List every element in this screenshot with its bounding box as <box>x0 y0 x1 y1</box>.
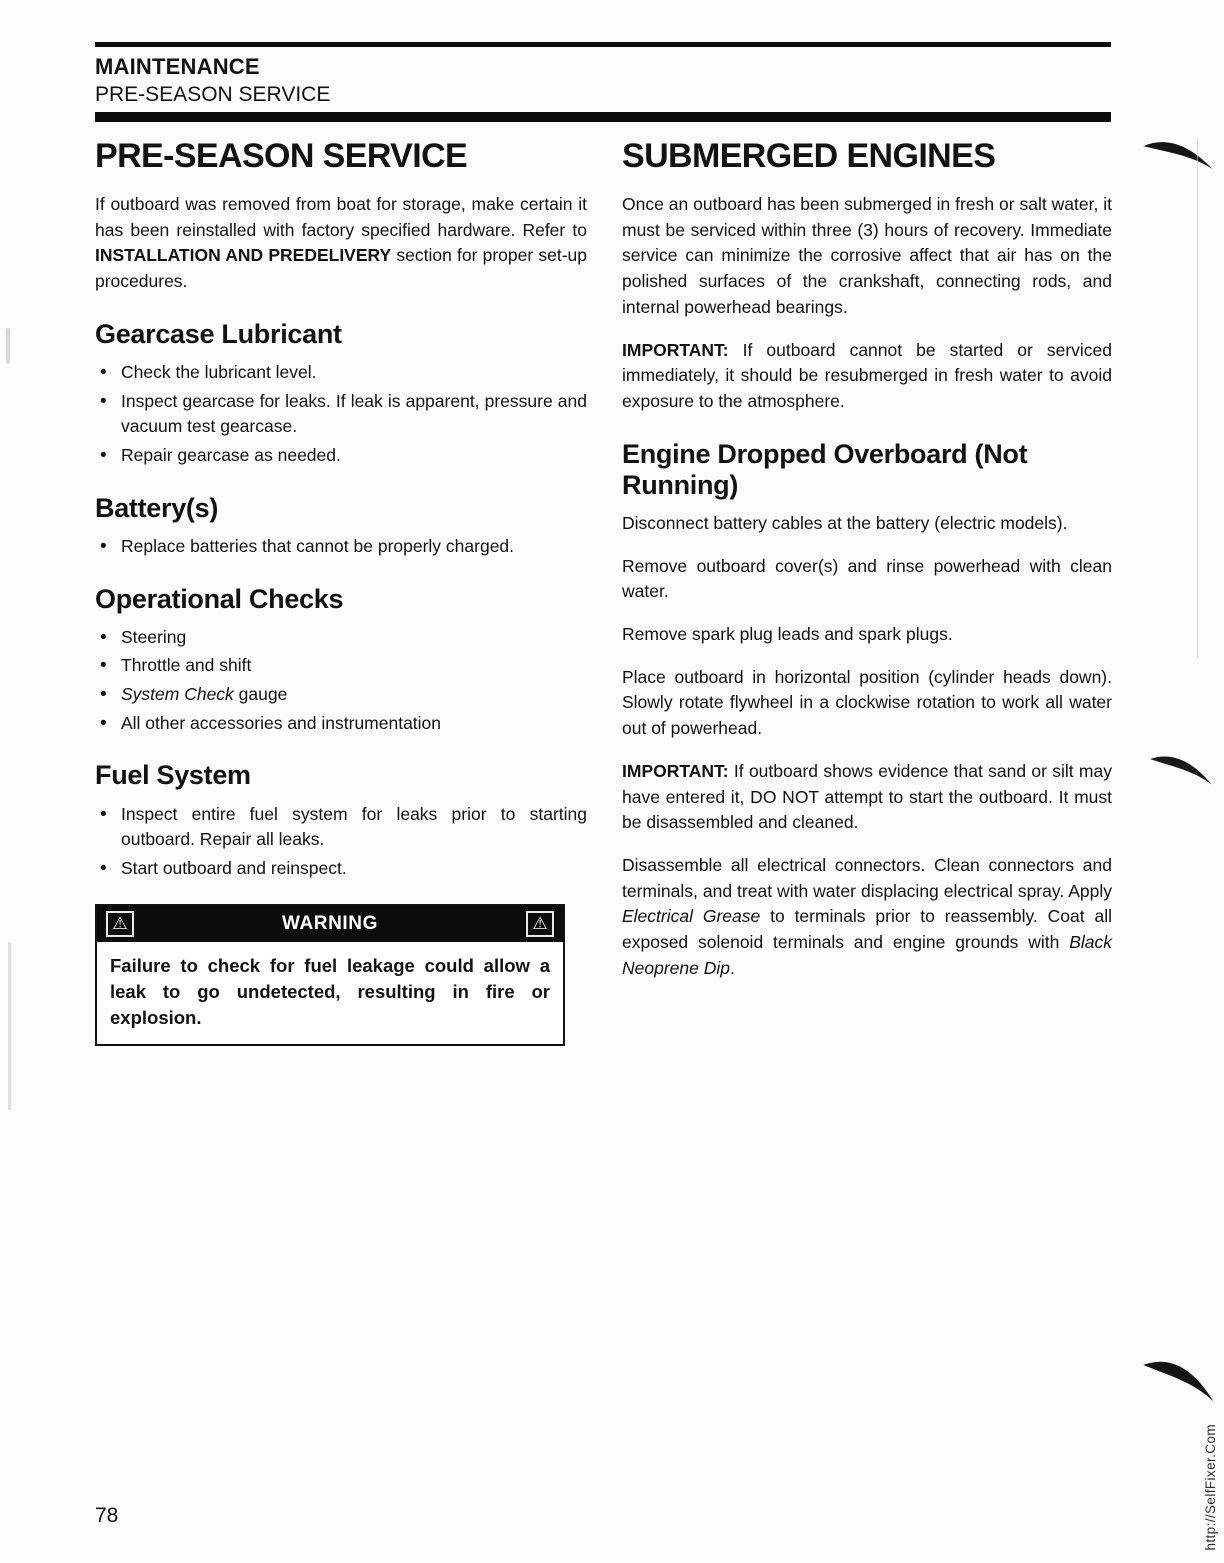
list-item-text: gauge <box>233 684 288 705</box>
scan-artifact-mark <box>1142 136 1214 173</box>
paragraph-submerged-intro: Once an outboard has been submerged in fresh or salt water, it must be serviced within three (3) hours of recovery. Immediate service can minimize the corrosive affect that air has on the polished surfaces of the crankshaft, connecting rods, and internal powerhead bearings. <box>622 194 1112 317</box>
intro-paragraph <box>95 192 587 295</box>
important-label: IMPORTANT: <box>622 760 729 781</box>
list-item: • Inspect entire fuel system for leaks prior to starting outboard. Repair all leaks. <box>95 802 587 853</box>
list-item: • Steering <box>95 625 587 651</box>
header-rule-top <box>95 42 1111 47</box>
right-column <box>622 131 1112 999</box>
submerged-engines-title: SUBMERGED ENGINES <box>622 137 996 175</box>
heading-battery: Battery(s) <box>95 492 219 523</box>
paragraph-text: Disassemble all electrical connectors. Clean connectors and terminals, and treat with water displacing electrical spray. Apply <box>622 855 1112 901</box>
paragraph-disconnect-battery: Disconnect battery cables at the battery (electric models). <box>622 512 1068 533</box>
paragraph-electrical-connectors <box>622 853 1112 982</box>
list-item: • Throttle and shift <box>95 653 587 679</box>
paragraph-text: . <box>729 957 735 978</box>
important-label: IMPORTANT: <box>622 339 729 360</box>
warning-triangle-icon: ⚠ <box>526 911 554 937</box>
italic-term: Black Neoprene Dip <box>622 932 1112 978</box>
chapter-title: MAINTENANCE <box>95 54 260 79</box>
scan-artifact-mark <box>1147 750 1215 789</box>
list-item: • Check the lubricant level. <box>95 360 587 386</box>
gearcase-list <box>95 360 587 469</box>
watermark-url: http://SelfFixer.Com <box>1203 1424 1218 1551</box>
warning-box <box>95 904 565 1047</box>
preseason-title: PRE-SEASON SERVICE <box>95 137 468 175</box>
important-text: If outboard shows evidence that sand or silt may have entered it, DO NOT attempt to start the outboard. It must be disassembled and cleaned. <box>622 760 1112 833</box>
scan-smudge <box>6 328 10 364</box>
italic-term: System Check <box>121 684 234 705</box>
important-note-1 <box>622 338 1112 415</box>
left-column <box>95 131 587 1046</box>
intro-bold-reference: INSTALLATION AND PREDELIVERY <box>95 245 392 266</box>
paragraph-horizontal-position: Place outboard in horizontal position (cylinder heads down). Slowly rotate flywheel in a clockwise rotation to work all water out of powerhead. <box>622 666 1112 739</box>
important-text: If outboard cannot be started or serviced immediately, it should be resubmerged in fresh water to avoid exposure to the atmosphere. <box>622 339 1112 412</box>
page-number: 78 <box>95 1504 119 1527</box>
list-item: • Replace batteries that cannot be properly charged. <box>95 534 587 560</box>
list-item: • Inspect gearcase for leaks. If leak is apparent, pressure and vacuum test gearcase. <box>95 389 587 440</box>
heading-operational-checks: Operational Checks <box>95 583 344 614</box>
scan-edge-line <box>1197 138 1198 658</box>
warning-triangle-icon: ⚠ <box>106 911 134 937</box>
warning-text: Failure to check for fuel leakage could allow a leak to go undetected, resulting in fire or explosion. <box>110 954 550 1029</box>
list-item: • Repair gearcase as needed. <box>95 443 587 469</box>
heading-engine-dropped-overboard: Engine Dropped Overboard (Not Running) <box>622 438 1028 500</box>
list-item: • Start outboard and reinspect. <box>95 856 587 882</box>
header-rule-bottom <box>95 112 1111 122</box>
important-note-2 <box>622 759 1112 836</box>
scan-artifact-mark <box>1137 1351 1221 1407</box>
section-subtitle: PRE-SEASON SERVICE <box>95 83 331 106</box>
fuel-list <box>95 802 587 882</box>
warning-header-bar <box>97 906 563 942</box>
paragraph-remove-spark-plugs: Remove spark plug leads and spark plugs. <box>622 624 953 644</box>
paragraph-text: to terminals prior to reassembly. Coat all exposed solenoid terminals and engine grounds with <box>622 906 1112 953</box>
heading-fuel-system: Fuel System <box>95 760 251 791</box>
intro-text-1: If outboard was removed from boat for storage, make certain it has been reinstalled with factory specified hardware. Refer to <box>95 194 587 240</box>
list-item <box>95 682 587 708</box>
list-item: • All other accessories and instrumentation <box>95 711 587 737</box>
scan-smudge <box>8 942 11 1110</box>
heading-gearcase-lubricant: Gearcase Lubricant <box>95 318 342 349</box>
warning-title: WARNING <box>281 912 379 934</box>
intro-text-2: section for proper set-up procedures. <box>95 245 588 292</box>
italic-term: Electrical Grease <box>622 906 761 927</box>
paragraph-remove-covers: Remove outboard cover(s) and rinse powerhead with clean water. <box>622 555 1112 602</box>
operational-list <box>95 625 587 737</box>
battery-list <box>95 534 587 560</box>
